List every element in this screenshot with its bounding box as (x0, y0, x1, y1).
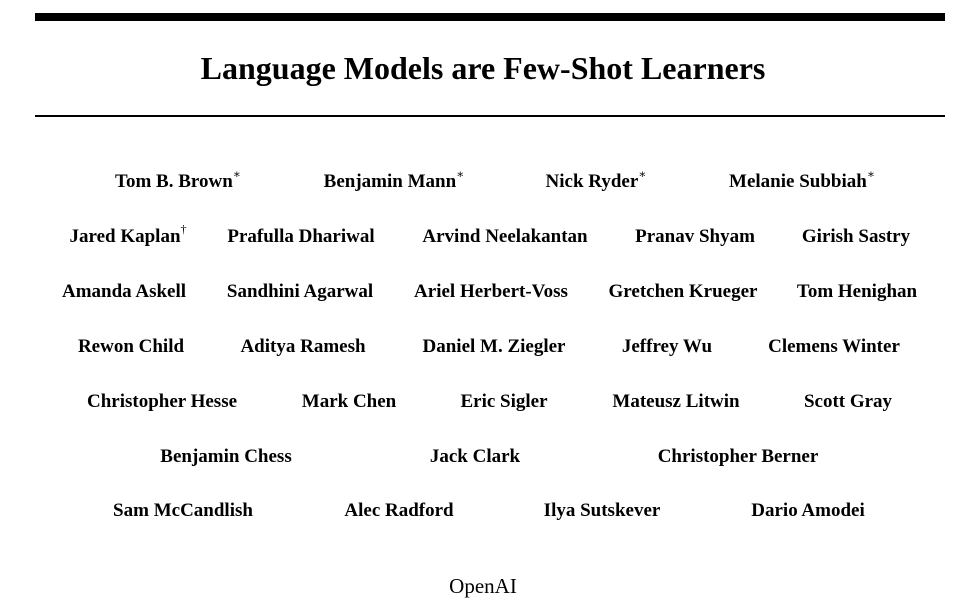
author (460, 390, 547, 414)
author-name: Tom B. Brown (115, 171, 233, 192)
author (804, 390, 892, 414)
author-name: Mateusz Litwin (612, 391, 740, 412)
author-name: Nick Ryder (545, 171, 639, 192)
author-mark: ∗ (232, 166, 241, 181)
author (609, 280, 758, 304)
author-affiliation: OpenAI (449, 574, 517, 598)
author-name: Benjamin Chess (160, 446, 292, 467)
author (87, 390, 237, 414)
author (160, 445, 291, 469)
author-name: Girish Sastry (801, 226, 911, 247)
author-name: Clemens Winter (768, 336, 900, 357)
author (544, 499, 661, 523)
author (113, 499, 253, 523)
author-name: Benjamin Mann (323, 171, 457, 192)
author-name: Eric Sigler (460, 391, 548, 412)
author (302, 390, 396, 414)
top-rule (35, 13, 945, 21)
author (62, 280, 186, 304)
author-name: Jack Clark (429, 446, 521, 467)
author-name: Ariel Herbert-Voss (414, 281, 568, 302)
author-name: Gretchen Krueger (608, 281, 758, 302)
author-name: Daniel M. Ziegler (422, 336, 566, 357)
author-name: Christopher Berner (657, 446, 819, 467)
author (323, 166, 465, 194)
author-name: Pranav Shyam (635, 226, 755, 247)
author (430, 445, 520, 469)
author (227, 280, 373, 304)
author-name: Sandhini Agarwal (226, 281, 374, 302)
author (622, 335, 712, 359)
author (344, 499, 453, 523)
author (635, 225, 755, 249)
author-name: Jared Kaplan (69, 226, 181, 247)
author (545, 166, 647, 194)
author (227, 225, 374, 249)
author (78, 335, 184, 359)
author (751, 499, 864, 523)
author (414, 280, 568, 304)
author-mark: ∗ (866, 166, 875, 181)
author-name: Dario Amodei (751, 500, 865, 521)
author-name: Jeffrey Wu (621, 336, 713, 357)
author-name: Prafulla Dhariwal (227, 226, 375, 247)
author-mark: † (180, 221, 187, 236)
author (423, 335, 566, 359)
author-mark: ∗ (456, 166, 465, 181)
author (729, 166, 875, 194)
author-name: Sam McCandlish (113, 500, 253, 521)
author-name: Alec Radford (344, 500, 454, 521)
author-name: Rewon Child (77, 336, 185, 357)
author (658, 445, 819, 469)
author-name: Scott Gray (803, 391, 893, 412)
author-name: Christopher Hesse (86, 391, 238, 412)
author (768, 335, 900, 359)
author-name: Melanie Subbiah (729, 171, 867, 192)
title-bottom-rule (35, 115, 945, 117)
author (240, 335, 365, 359)
author (422, 225, 587, 249)
author-name: Arvind Neelakantan (422, 226, 588, 247)
author (797, 280, 917, 304)
author (802, 225, 910, 249)
author-name: Amanda Askell (61, 281, 187, 302)
author-mark: ∗ (638, 166, 647, 181)
paper-title: Language Models are Few-Shot Learners (200, 50, 766, 86)
author-name: Tom Henighan (796, 281, 918, 302)
author (612, 390, 739, 414)
author-name: Ilya Sutskever (543, 500, 661, 521)
author (115, 166, 241, 194)
author-name: Aditya Ramesh (240, 336, 366, 357)
author (69, 221, 187, 249)
author-name: Mark Chen (301, 391, 397, 412)
